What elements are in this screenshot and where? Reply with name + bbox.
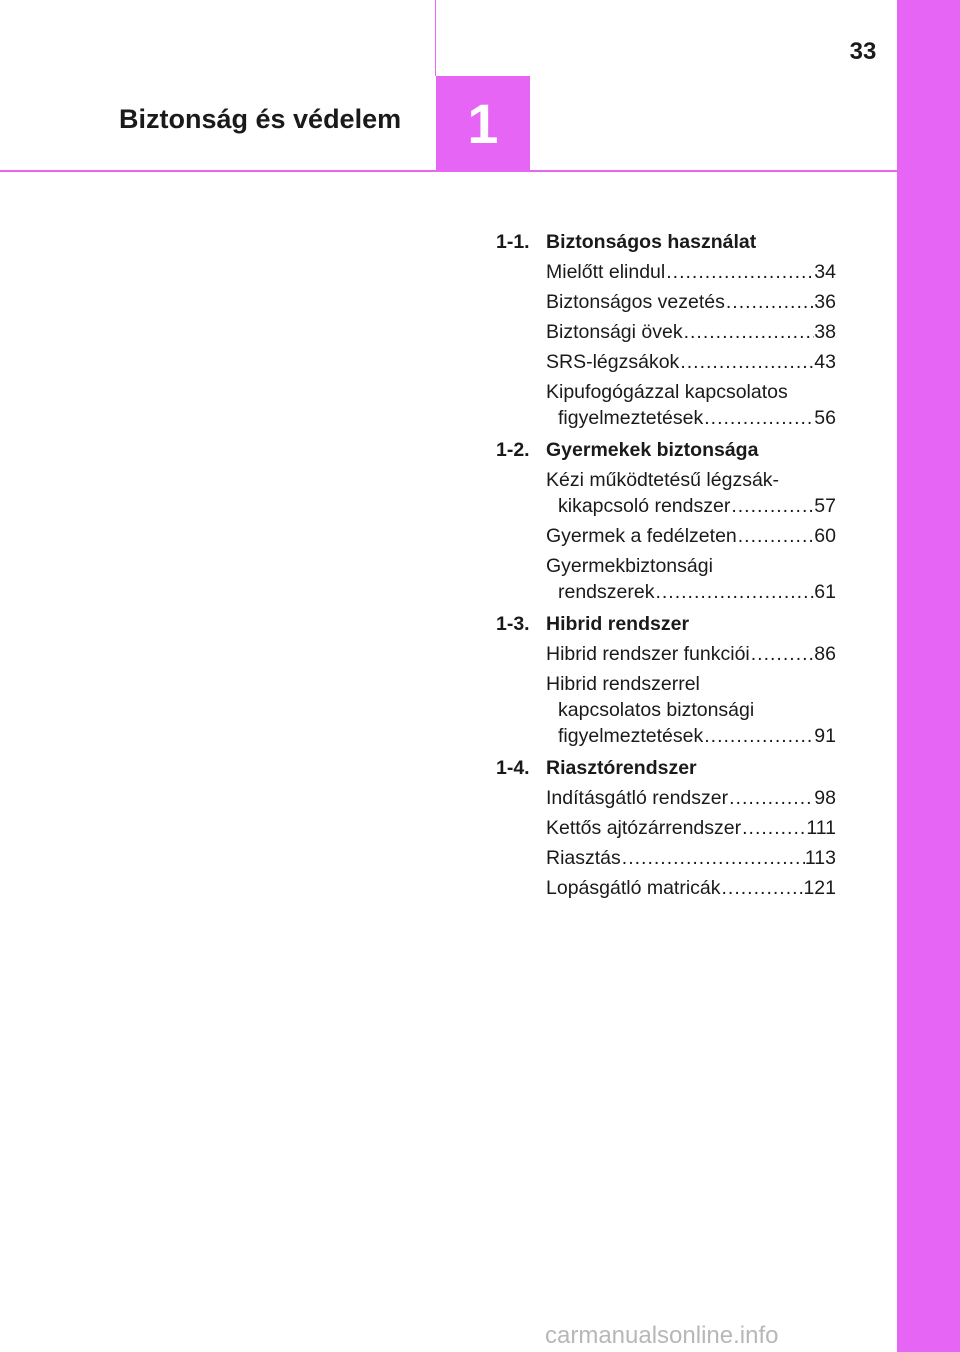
section-title: Biztonság és védelem (119, 104, 402, 134)
toc-entry-page: 38 (814, 321, 836, 343)
toc-entry[interactable] (546, 523, 836, 549)
toc-dot-leader (730, 493, 814, 519)
chapter-number: 1 (467, 92, 499, 155)
toc-dot-leader (750, 641, 815, 667)
toc-entry[interactable] (546, 259, 836, 285)
toc-entry[interactable] (546, 349, 836, 375)
toc-entry-page: 113 (804, 847, 836, 869)
toc-entry-page: 36 (814, 291, 836, 313)
toc-section (496, 611, 836, 749)
toc-entry-text: Riasztás (546, 847, 621, 869)
page-number: 33 (849, 38, 877, 65)
toc-section-title: Gyermekek biztonsága (546, 439, 759, 461)
toc-entry[interactable] (546, 671, 836, 749)
toc-entry-text: Biztonsági övek (546, 321, 683, 343)
toc-dot-leader (665, 259, 814, 285)
toc-dot-leader (703, 405, 814, 431)
toc-entry-page: 34 (814, 261, 836, 283)
toc-entry[interactable] (546, 289, 836, 315)
toc-section-number: 1-1. (496, 231, 530, 253)
toc-section-title: Hibrid rendszer (546, 613, 690, 635)
toc-entry[interactable] (546, 815, 836, 841)
toc-section-heading[interactable] (496, 611, 836, 637)
toc-entry-text: Kettős ajtózárrendszer (546, 817, 742, 839)
toc-entry-text: kikapcsoló rendszer (558, 495, 731, 517)
toc-dot-leader (654, 579, 814, 605)
toc-entry-text: figyelmeztetések (558, 407, 704, 429)
toc-dot-leader (621, 845, 805, 871)
toc-dot-leader (737, 523, 815, 549)
toc-entry[interactable] (546, 875, 836, 901)
toc-entry-page: 60 (814, 525, 836, 547)
toc-section (496, 755, 836, 901)
toc-entry[interactable] (546, 379, 836, 431)
toc-entry-page: 121 (803, 877, 836, 899)
toc-dot-leader (721, 875, 804, 901)
toc-section-number: 1-3. (496, 613, 530, 635)
toc-dot-leader (725, 289, 814, 315)
toc-entry-text: Mielőtt elindul (546, 261, 666, 283)
toc-section (496, 437, 836, 605)
toc-section-number: 1-4. (496, 757, 530, 779)
toc-entry-text: Gyermek a fedélzeten (546, 525, 737, 547)
toc-entry-text: Gyermekbiztonsági (546, 555, 713, 577)
toc-entry-text: Biztonságos vezetés (546, 291, 725, 313)
toc-section-heading[interactable] (496, 755, 836, 781)
toc-entry-text: Kipufogógázzal kapcsolatos (546, 381, 788, 403)
table-of-contents (496, 229, 836, 901)
toc-section-title: Biztonságos használat (546, 231, 757, 253)
toc-entry-page: 56 (814, 407, 836, 429)
toc-entry[interactable] (546, 319, 836, 345)
toc-dot-leader (679, 349, 814, 375)
toc-entry-page: 86 (814, 643, 836, 665)
toc-section-title: Riasztórendszer (546, 757, 697, 779)
toc-entry-text: Lopásgátló matricák (546, 877, 721, 899)
toc-entry-page: 57 (814, 495, 836, 517)
toc-entry[interactable] (546, 553, 836, 605)
toc-entry[interactable] (546, 845, 836, 871)
toc-dot-leader (703, 723, 814, 749)
toc-entry-text: rendszerek (558, 581, 655, 603)
toc-entry-text: figyelmeztetések (558, 725, 704, 747)
toc-entry-text: Indításgátló rendszer (546, 787, 729, 809)
toc-section-heading[interactable] (496, 229, 836, 255)
toc-dot-leader (683, 319, 815, 345)
toc-entry-text: Hibrid rendszer funkciói (546, 643, 750, 665)
chapter-number-box (436, 76, 530, 171)
toc-entry-text: Hibrid rendszerrel (546, 673, 700, 695)
chapter-tab-bar (897, 0, 960, 1352)
toc-entry-page: 111 (806, 817, 836, 839)
toc-entry-text: kapcsolatos biztonsági (558, 699, 755, 721)
toc-entry-page: 98 (814, 787, 836, 809)
toc-entry-text: Kézi működtetésű légzsák- (546, 469, 780, 491)
toc-dot-leader (741, 815, 806, 841)
header-divider (435, 0, 436, 76)
watermark: carmanualsonline.info (545, 1322, 779, 1349)
toc-section-heading[interactable] (496, 437, 836, 463)
toc-entry-text: SRS-légzsákok (546, 351, 680, 373)
toc-entry-page: 61 (814, 581, 836, 603)
toc-entry[interactable] (546, 467, 836, 519)
toc-entry[interactable] (546, 641, 836, 667)
toc-entry-page: 43 (814, 351, 836, 373)
toc-section (496, 229, 836, 431)
toc-entry-page: 91 (814, 725, 836, 747)
toc-entry[interactable] (546, 785, 836, 811)
toc-section-number: 1-2. (496, 439, 530, 461)
toc-dot-leader (728, 785, 814, 811)
